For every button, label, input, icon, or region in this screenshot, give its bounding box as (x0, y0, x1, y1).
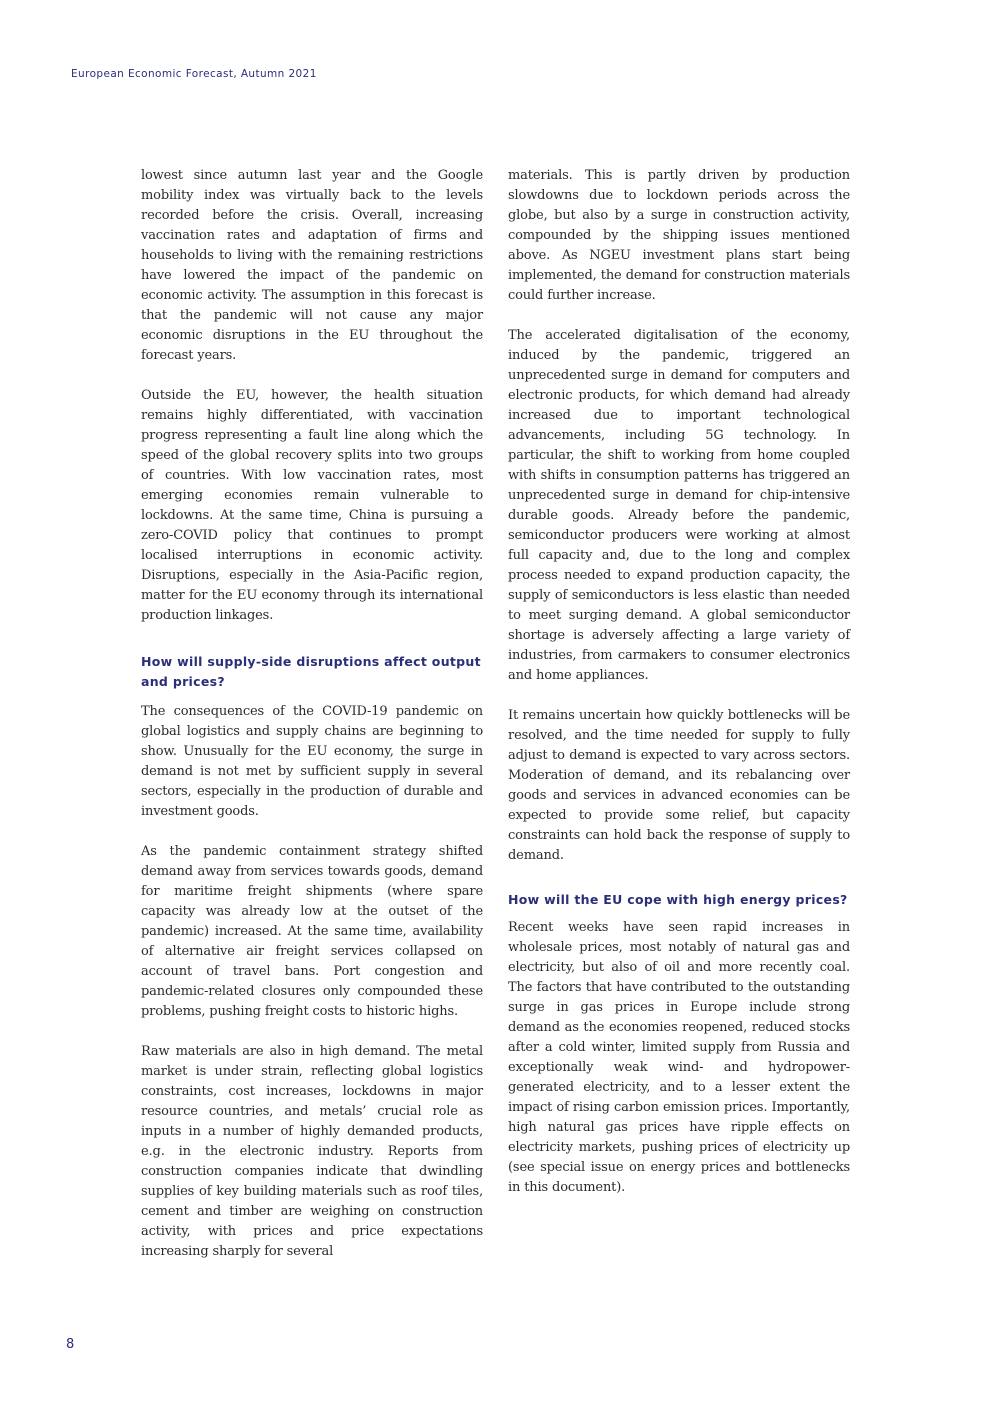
running-header: European Economic Forecast, Autumn 2021 (71, 68, 317, 80)
paragraph-outside-eu: Outside the EU, however, the health situation remains highly differentiated, with vaccination progress representing a fault line along which the speed of the global recovery splits into two groups of countries. With low vaccination rates, most emerging economies remain vulnerable to lockdowns. At the same time, China is pursuing a zero-COVID policy that continues to prompt localised interruptions in economic activity. Disruptions, especially in the Asia-Pacific region, matter for the EU economy through its international production linkages. (141, 388, 483, 623)
heading-supply-side-disruptions: How will supply-side disruptions affect output and prices? (141, 654, 481, 689)
right-column (508, 166, 850, 1218)
page-number: 8 (66, 1337, 75, 1352)
paragraph-freight: As the pandemic containment strategy shifted demand away from services towards goods, demand for maritime freight shipments (where spare capacity was already low at the outset of the pandemic) increased. At the same time, availability of alternative air freight services collapsed on account of travel bans. Port congestion and pandemic-related closures only compounded these problems, pushing freight costs to historic highs. (141, 844, 483, 1019)
paragraph-wholesale-prices: Recent weeks have seen rapid increases in wholesale prices, most notably of natural gas and electricity, but also of oil and more recently coal. The factors that have contributed to the outstanding surge in gas prices in Europe include strong demand as the economies reopened, reduced stocks after a cold winter, limited supply from Russia and exceptionally weak wind- and hydropower-generated electricity, and to a lesser extent the impact of rising carbon emission prices. Importantly, high natural gas prices have ripple effects on electricity markets, pushing prices of electricity up (see special issue on energy prices and bottlenecks in this document). (508, 920, 850, 1195)
paragraph-raw-materials: Raw materials are also in high demand. The metal market is under strain, reflecting global logistics constraints, cost increases, lockdowns in major resource countries, and metals’ crucial role as inputs in a number of highly demanded products, e.g. in the electronic industry. Reports from construction companies indicate that dwindling supplies of key building materials such as roof tiles, cement and timber are weighing on construction activity, with prices and price expectations increasing sharply for several (141, 1044, 483, 1259)
left-column (141, 166, 483, 1282)
paragraph-mobility: lowest since autumn last year and the Google mobility index was virtually back to the levels recorded before the crisis. Overall, increasing vaccination rates and adaptation of firms and households to living with the remaining restrictions have lowered the impact of the pandemic on economic activity. The assumption in this forecast is that the pandemic will not cause any major economic disruptions in the EU throughout the forecast years. (141, 168, 483, 363)
paragraph-bottlenecks: It remains uncertain how quickly bottlenecks will be resolved, and the time needed for supply to fully adjust to demand is expected to vary across sectors. Moderation of demand, and its rebalancing over goods and services in advanced economies can be expected to provide some relief, but capacity constraints can hold back the response of supply to demand. (508, 708, 850, 863)
paragraph-covid-logistics: The consequences of the COVID-19 pandemic on global logistics and supply chains are beginning to show. Unusually for the EU economy, the surge in demand is not met by sufficient supply in several sectors, especially in the production of durable and investment goods. (141, 704, 483, 819)
heading-energy-prices: How will the EU cope with high energy prices? (508, 892, 848, 907)
paragraph-digitalisation: The accelerated digitalisation of the economy, induced by the pandemic, triggered an unprecedented surge in demand for computers and electronic products, for which demand had already increased due to important technological advancements, including 5G technology. In particular, the shift to working from home coupled with shifts in consumption patterns has triggered an unprecedented surge in demand for chip-intensive durable goods. Already before the pandemic, semiconductor producers were working at almost full capacity and, due to the long and complex process needed to expand production capacity, the supply of semiconductors is less elastic than needed to meet surging demand. A global semiconductor shortage is adversely affecting a large variety of industries, from carmakers to consumer electronics and home appliances. (508, 328, 850, 683)
paragraph-construction-materials: materials. This is partly driven by production slowdowns due to lockdown periods across the globe, but also by a surge in construction activity, compounded by the shipping issues mentioned above. As NGEU investment plans start being implemented, the demand for construction materials could further increase. (508, 168, 850, 303)
